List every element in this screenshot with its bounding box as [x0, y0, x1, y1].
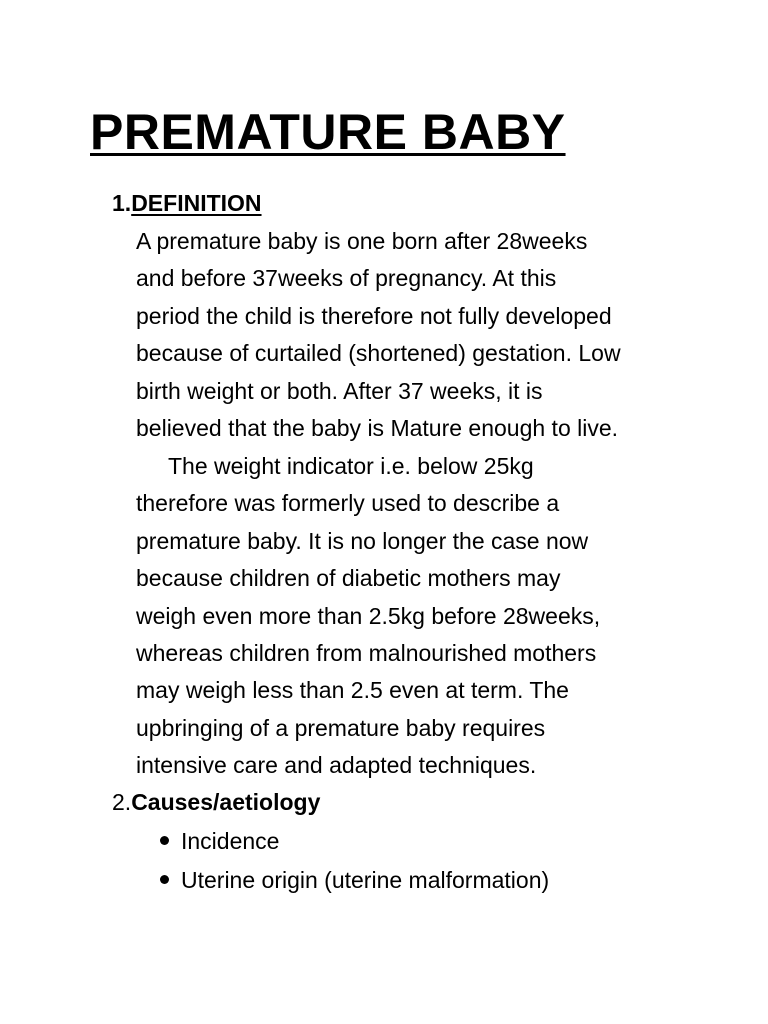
- text-line: birth weight or both. After 37 weeks, it is: [136, 377, 543, 404]
- definition-paragraph-2: [136, 448, 696, 785]
- section-title: Causes/aetiology: [131, 789, 321, 815]
- section-title: DEFINITION: [131, 190, 262, 216]
- text-line: period the child is therefore not fully developed: [136, 302, 612, 329]
- text-line: whereas children from malnourished mothers: [136, 640, 597, 667]
- section-heading-definition: [112, 188, 262, 218]
- definition-paragraph-1: [136, 223, 696, 447]
- page-title: PREMATURE BABY: [90, 104, 566, 160]
- text-line: because of curtailed (shortened) gestation. Low: [136, 340, 621, 367]
- text-line: therefore was formerly used to describe a: [136, 490, 560, 517]
- text-line: A premature baby is one born after 28weeks: [136, 228, 588, 254]
- section-number: 2.: [112, 789, 132, 815]
- text-line: and before 37weeks of pregnancy. At this: [136, 265, 557, 292]
- text-line: intensive care and adapted techniques.: [136, 752, 537, 779]
- list-item-text: Incidence: [181, 828, 280, 854]
- text-line: may weigh less than 2.5 even at term. The: [136, 677, 569, 704]
- list-item-text: Uterine origin (uterine malformation): [181, 867, 550, 893]
- text-line: upbringing of a premature baby requires: [136, 714, 546, 741]
- section-heading-causes: [112, 787, 320, 817]
- bullet-icon: [160, 875, 169, 884]
- text-line: believed that the baby is Mature enough to live.: [136, 415, 619, 442]
- list-item: [160, 861, 549, 900]
- bullet-icon: [160, 836, 169, 845]
- text-line: premature baby. It is no longer the case now: [136, 527, 589, 554]
- text-line: The weight indicator i.e. below 25kg: [168, 453, 534, 479]
- causes-bullet-list: [160, 822, 549, 900]
- list-item: [160, 822, 549, 861]
- section-number: 1.: [112, 190, 132, 216]
- text-line: because children of diabetic mothers may: [136, 565, 561, 592]
- text-line: weigh even more than 2.5kg before 28weeks,: [136, 602, 601, 629]
